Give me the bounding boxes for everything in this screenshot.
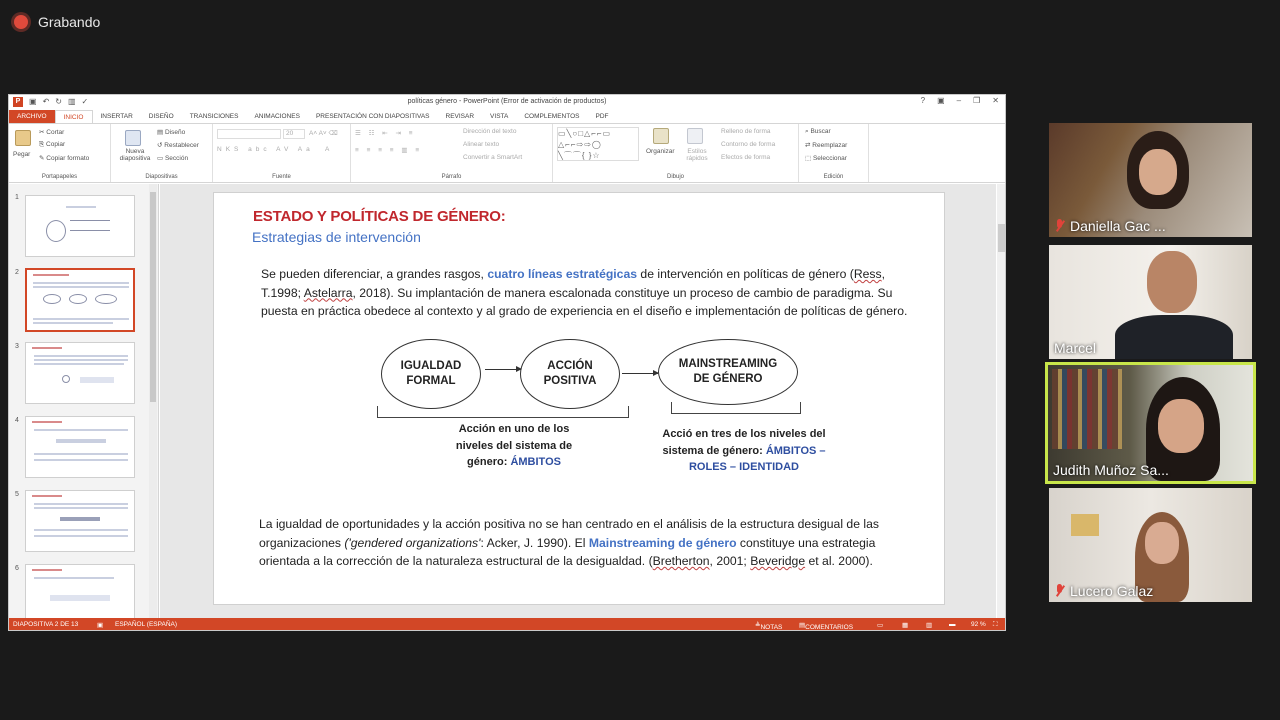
current-slide[interactable]	[213, 192, 945, 605]
comments-button[interactable]: ▤ COMENTARIOS	[799, 622, 854, 631]
scrollbar-thumb[interactable]	[150, 192, 156, 402]
thumb-line	[34, 355, 128, 357]
editing-group	[799, 124, 869, 182]
minimize-icon[interactable]: –	[956, 96, 962, 105]
arrange-icon[interactable]	[653, 128, 669, 144]
p2-text: : Acker, J. 1990). El	[480, 535, 586, 550]
slide-scrollbar[interactable]	[997, 184, 1006, 618]
normal-view-icon[interactable]: ▭	[877, 622, 884, 629]
thumb-line	[33, 322, 113, 324]
recording-label: Grabando	[38, 14, 101, 30]
diagram-bracket-right	[671, 402, 801, 414]
powerpoint-logo-icon: P	[13, 97, 23, 107]
thumb-title-line	[32, 569, 62, 571]
thumb-title-line	[32, 421, 62, 423]
slide-thumbnail-1[interactable]	[25, 195, 135, 257]
participant-face	[1158, 399, 1204, 453]
caption-highlight: ROLES – IDENTIDAD	[688, 461, 799, 473]
close-icon[interactable]: ✕	[992, 96, 999, 105]
thumb-line	[33, 282, 129, 284]
scrollbar-thumb[interactable]	[998, 224, 1005, 252]
slide-subtitle: Estrategias de intervención	[252, 229, 421, 245]
thumb-shape	[95, 294, 117, 304]
p2-text: et al. 2000).	[805, 554, 873, 568]
p1-citation: Astelarra	[303, 285, 353, 300]
select-label: Seleccionar	[812, 155, 847, 162]
caption-line: sistema de género:	[662, 444, 763, 457]
slide-paragraph-1	[261, 265, 911, 321]
tab-design[interactable]: DISEÑO	[148, 113, 174, 120]
replace-button[interactable]: ⇄ Reemplazar	[805, 142, 848, 149]
node-line: MAINSTREAMING	[678, 358, 778, 370]
tab-view[interactable]: VISTA	[490, 113, 509, 120]
format-painter-label: Copiar formato	[46, 155, 90, 162]
diagram-caption-right	[646, 426, 842, 476]
drawing-group-label: Dibujo	[666, 174, 684, 180]
status-bar	[9, 618, 1005, 631]
slide-counter: DIAPOSITIVA 2 DE 13	[13, 621, 79, 628]
thumbnail-number: 3	[15, 343, 19, 350]
thumb-box	[60, 517, 100, 521]
caption-line: Acción en uno de los	[458, 423, 570, 435]
font-group	[213, 124, 351, 182]
node-line: DE GÉNERO	[693, 373, 763, 385]
caption-line: género:	[467, 456, 508, 468]
redo-icon[interactable]: ↻	[55, 97, 62, 106]
thumb-line	[70, 230, 110, 231]
p2-text: , 2001;	[709, 554, 751, 568]
thumb-box	[50, 595, 110, 601]
participant-video	[1115, 315, 1233, 359]
drawing-group	[553, 124, 799, 182]
thumb-line	[34, 363, 124, 365]
ribbon-options-icon[interactable]: ▣	[937, 96, 945, 105]
paste-icon[interactable]	[15, 130, 31, 146]
participant-name	[1054, 340, 1096, 356]
thumb-line	[34, 359, 128, 361]
caption-highlight: ÁMBITOS –	[765, 444, 826, 457]
save-icon[interactable]: ▣	[29, 97, 37, 106]
list-buttons[interactable]: ☰ ☷ ⇤ ⇥ ≡	[355, 130, 416, 137]
thumbnail-number: 1	[15, 194, 19, 201]
thumb-line	[34, 503, 128, 505]
record-icon	[14, 15, 28, 29]
diagram-node-mainstreaming	[658, 339, 798, 405]
thumb-line	[33, 318, 129, 320]
participant-name-text: Marcel	[1054, 340, 1097, 356]
tab-transitions[interactable]: TRANSICIONES	[189, 113, 239, 120]
thumb-line	[34, 507, 128, 509]
layout-button[interactable]: ▤ Diseño	[157, 129, 186, 136]
tab-file[interactable]: ARCHIVO	[9, 110, 55, 123]
p1-citation: Ress	[853, 267, 882, 281]
undo-icon[interactable]: ↶	[42, 97, 50, 106]
tab-review[interactable]: REVISAR	[445, 113, 475, 120]
participant-name-text: Lucero Galaz	[1070, 583, 1154, 599]
thumbnail-number: 4	[15, 417, 19, 424]
start-presentation-icon[interactable]: ▥	[67, 97, 76, 106]
format-painter-button[interactable]: ✎ Copiar formato	[39, 155, 90, 162]
copy-button[interactable]: ⎘ Copiar	[39, 141, 66, 148]
p1-text: , T.1998;	[261, 267, 886, 300]
slide-thumbnail-4[interactable]	[25, 416, 135, 478]
caption-highlight: ÁMBITOS	[510, 456, 561, 468]
new-slide-button[interactable]: Nueva diapositiva	[119, 148, 151, 162]
thumb-line	[34, 577, 114, 579]
cut-button[interactable]: ✂ Cortar	[39, 129, 65, 136]
diagram-node-accion-positiva	[520, 339, 620, 409]
font-style-buttons[interactable]: NKS abc AV Aa	[217, 146, 314, 153]
align-buttons[interactable]: ≡ ≡ ≡ ≡ ▥ ≡	[355, 147, 423, 154]
caption-line: niveles del sistema de	[455, 439, 573, 452]
slideshow-view-icon[interactable]: ▬	[949, 621, 956, 628]
p2-citation: Beveridge	[750, 554, 806, 568]
ribbon	[9, 123, 1005, 183]
p1-text: de intervención en políticas de género (	[640, 267, 854, 281]
p1-highlight: cuatro líneas estratégicas	[487, 267, 638, 281]
maximize-icon[interactable]: ❐	[973, 96, 981, 105]
spellcheck-icon[interactable]: ▣	[97, 622, 104, 629]
caption-line: Acció en tres de los niveles del	[662, 428, 826, 440]
thumb-shape	[69, 294, 87, 304]
node-line: POSITIVA	[543, 375, 597, 387]
slide-paragraph-2	[259, 515, 919, 571]
p1-text: , 2018). Su implantación de manera escalonada constituye un proceso de cambio de paradigma. Su puesta en práctica obedece al contexto y al grado de experiencia en el diseño e implementación de políticas de género.	[261, 285, 908, 318]
participant-tile[interactable]	[1049, 245, 1252, 359]
reading-view-icon[interactable]: ▥	[926, 622, 933, 629]
thumb-title-line	[32, 495, 62, 497]
new-slide-icon[interactable]	[125, 130, 141, 146]
help-icon[interactable]: ?	[920, 96, 926, 105]
thumb-title-line	[32, 347, 62, 349]
tab-addins[interactable]: COMPLEMENTOS	[524, 113, 580, 120]
participant-name	[1054, 583, 1153, 599]
clipboard-group-label: Portapapeles	[41, 174, 78, 180]
comments-label: COMENTARIOS	[805, 624, 854, 631]
node-line: IGUALDAD	[400, 360, 462, 372]
find-label: Buscar	[810, 128, 831, 135]
recording-indicator	[14, 14, 100, 30]
tab-slideshow[interactable]: PRESENTACIÓN CON DIAPOSITIVAS	[315, 113, 430, 120]
node-line: FORMAL	[406, 375, 456, 387]
diagram-arrow	[485, 369, 521, 370]
tab-insert[interactable]: INSERTAR	[100, 113, 133, 120]
quick-styles-button[interactable]: Estilos rápidos	[686, 148, 708, 162]
diagram-node-igualdad-formal	[381, 339, 481, 409]
diagram-arrow	[622, 373, 658, 374]
slide-thumbnail-6[interactable]	[25, 564, 135, 618]
slides-group-label: Diapositivas	[145, 174, 178, 180]
zoom-level[interactable]: 92 %	[971, 621, 986, 628]
participant-name	[1054, 218, 1166, 234]
font-family-select[interactable]	[217, 129, 281, 139]
clipboard-group	[9, 124, 111, 182]
cut-label: Cortar	[46, 129, 65, 136]
tab-home[interactable]: INICIO	[55, 110, 93, 123]
diagram-bracket-left	[377, 406, 629, 418]
thumbnails-scrollbar[interactable]	[149, 184, 157, 618]
thumb-title-line	[33, 274, 69, 276]
layout-label: Diseño	[164, 129, 186, 136]
powerpoint-window[interactable]	[8, 94, 1006, 631]
editing-group-label: Edición	[823, 174, 844, 180]
node-line: ACCIÓN	[547, 360, 593, 372]
participant-face	[1139, 149, 1177, 195]
participant-tile-active-speaker[interactable]	[1045, 362, 1256, 484]
slide-sorter-icon[interactable]: ▦	[902, 622, 909, 629]
smartart-button[interactable]: Convertir a SmartArt	[463, 154, 523, 161]
window-title: políticas género - PowerPoint (Error de activación de productos)	[407, 98, 607, 105]
slides-group	[111, 124, 213, 182]
font-group-label: Fuente	[272, 174, 291, 180]
shapes-gallery[interactable]: ▭╲○□△⌐⌐▭ △⌐⌐⇨⇨◯ ╲⌒⌒{ }☆	[557, 127, 639, 161]
thumb-line	[70, 220, 110, 221]
tab-animations[interactable]: ANIMACIONES	[254, 113, 300, 120]
thumb-shape	[43, 294, 61, 304]
notes-button[interactable]: ≜ NOTAS	[755, 622, 783, 631]
thumb-line	[34, 459, 128, 461]
paragraph-group	[351, 124, 553, 182]
participant-name	[1053, 462, 1169, 478]
copy-label: Copiar	[46, 141, 66, 148]
window-controls	[921, 96, 999, 105]
font-color-button[interactable]: A	[325, 146, 330, 153]
font-size-select[interactable]: 20	[283, 129, 305, 139]
thumb-title-line	[66, 206, 96, 208]
p1-text: Se pueden diferenciar, a grandes rasgos,	[261, 267, 484, 281]
thumbnail-number: 6	[15, 565, 19, 572]
tab-pdf[interactable]: PDF	[595, 113, 609, 120]
slide-thumbnail-2-selected[interactable]	[25, 268, 135, 332]
muted-mic-icon	[1054, 584, 1065, 598]
participant-face	[1145, 522, 1179, 564]
replace-label: Reemplazar	[812, 142, 848, 149]
fit-to-window-icon[interactable]: ⛶	[993, 621, 998, 628]
language-indicator[interactable]: ESPAÑOL (ESPAÑA)	[115, 621, 178, 628]
thumb-line	[33, 286, 129, 288]
p2-italic: ('gendered organizations'	[344, 535, 481, 550]
p2-text: constituye una estrategia orientada a la corrección de la naturaleza estructural de la desigualdad. (	[259, 535, 876, 568]
quick-styles-icon[interactable]	[687, 128, 703, 144]
text-direction-button[interactable]: Dirección del texto	[463, 128, 517, 135]
paste-button[interactable]: Pegar	[13, 151, 31, 158]
section-button[interactable]: ▭ Sección	[157, 155, 189, 162]
thumb-shape	[62, 375, 70, 383]
reset-label: Restablecer	[164, 142, 199, 149]
thumb-line	[34, 529, 128, 531]
notes-label: NOTAS	[760, 624, 783, 631]
p2-text: La igualdad de oportunidades y la acción positiva no se han centrado en el análisis de la estructura desigual de las organizaciones	[259, 517, 879, 550]
check-icon[interactable]: ✓	[81, 97, 89, 106]
diagram-caption-left	[429, 421, 599, 471]
find-button[interactable]: ⌕ Buscar	[805, 128, 831, 135]
thumb-line	[34, 453, 128, 455]
bookshelf-background	[1052, 369, 1122, 449]
wall-frame	[1071, 514, 1099, 536]
thumb-box	[80, 377, 114, 383]
paragraph-group-label: Párrafo	[441, 174, 462, 180]
p2-citation: Bretherton	[652, 554, 710, 568]
shape-effects-button[interactable]: Efectos de forma	[721, 154, 771, 161]
thumb-line	[34, 535, 128, 537]
participant-tile[interactable]	[1049, 123, 1252, 237]
slide-thumbnails-pane[interactable]	[9, 184, 159, 618]
participant-tile[interactable]	[1049, 488, 1252, 602]
muted-mic-icon	[1054, 219, 1065, 233]
title-bar	[9, 95, 1005, 110]
slide-thumbnail-3[interactable]	[25, 342, 135, 404]
arrange-button[interactable]: Organizar	[646, 148, 675, 155]
participant-name-text: Daniella Gac ...	[1070, 218, 1166, 234]
align-text-button[interactable]: Alinear texto	[463, 141, 500, 148]
thumbnail-number: 2	[15, 269, 19, 276]
thumb-box	[56, 439, 106, 443]
slide-title: ESTADO Y POLÍTICAS DE GÉNERO:	[253, 208, 506, 225]
slide-thumbnail-5[interactable]	[25, 490, 135, 552]
p2-highlight: Mainstreaming de género	[588, 535, 737, 550]
thumb-shape	[46, 220, 66, 242]
select-button[interactable]: ⬚ Seleccionar	[805, 155, 847, 162]
ribbon-tabs	[9, 110, 1005, 123]
thumb-line	[34, 429, 128, 431]
reset-button[interactable]: ↺ Restablecer	[157, 142, 199, 149]
shape-outline-button[interactable]: Contorno de forma	[721, 141, 776, 148]
thumbnail-number: 5	[15, 491, 19, 498]
participant-name-text: Judith Muñoz Sa...	[1053, 462, 1169, 478]
section-label: Sección	[164, 155, 189, 162]
grow-shrink-font-buttons[interactable]: A˄ A˅ ⌫	[309, 130, 338, 137]
shape-fill-button[interactable]: Relleno de forma	[721, 128, 771, 135]
participant-face	[1147, 251, 1197, 313]
